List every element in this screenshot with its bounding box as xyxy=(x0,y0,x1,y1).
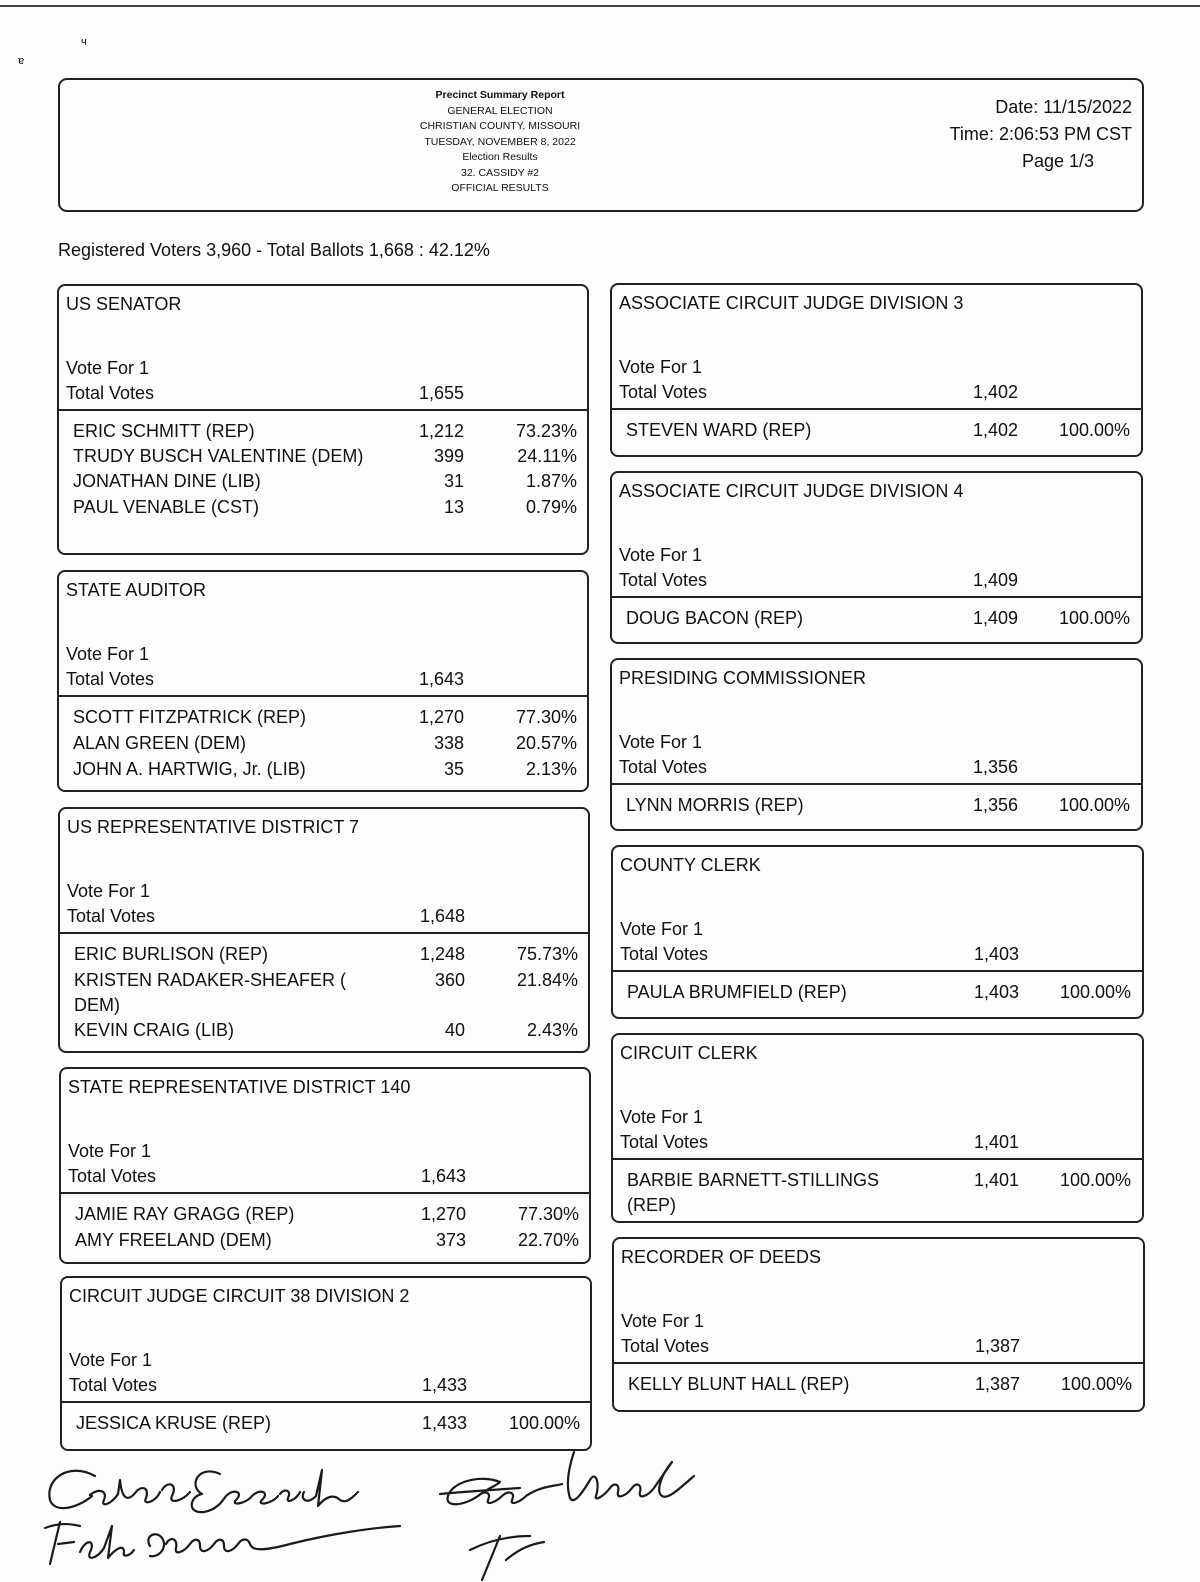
candidate-name: JONATHAN DINE (LIB) xyxy=(73,471,261,491)
total-votes-label: Total Votes xyxy=(66,669,155,689)
total-votes-label: Total Votes xyxy=(619,382,708,402)
contest-title: US SENATOR xyxy=(66,294,182,314)
candidate-name: LYNN MORRIS (REP) xyxy=(626,795,804,815)
vote-for-label: Vote For 1 xyxy=(66,358,150,378)
candidate-votes: 1,401 xyxy=(973,1170,1019,1190)
candidate-percent: 21.84% xyxy=(516,970,578,990)
total-votes-value: 1,403 xyxy=(973,944,1019,964)
candidate-name: STEVEN WARD (REP) xyxy=(626,420,812,440)
contest-title: STATE AUDITOR xyxy=(66,580,207,600)
total-votes-value: 1,387 xyxy=(974,1336,1020,1356)
candidate-row xyxy=(60,942,588,967)
total-votes-value: 1,643 xyxy=(418,669,464,689)
total-votes-label: Total Votes xyxy=(68,1166,157,1186)
signature-3 xyxy=(440,1452,694,1580)
candidate-percent: 75.73% xyxy=(516,944,578,964)
divider xyxy=(62,1401,590,1403)
county-name: CHRISTIAN COUNTY, MISSOURI xyxy=(419,120,581,132)
candidate-votes: 1,403 xyxy=(973,982,1019,1002)
vote-for-label: Vote For 1 xyxy=(67,881,151,901)
candidate-votes: 31 xyxy=(443,471,464,491)
candidate-name: ERIC BURLISON (REP) xyxy=(74,944,269,964)
contest-title: CIRCUIT CLERK xyxy=(620,1043,758,1063)
signature-2 xyxy=(45,1522,400,1564)
contest-county-clerk xyxy=(611,845,1144,1019)
candidate-name: KEVIN CRAIG (LIB) xyxy=(74,1020,235,1040)
report-date: Date: 11/15/2022 xyxy=(995,97,1132,117)
candidate-row xyxy=(60,968,588,1018)
candidate-votes: 373 xyxy=(435,1230,466,1250)
vote-for-label: Vote For 1 xyxy=(66,644,150,664)
precinct-name: 32. CASSIDY #2 xyxy=(460,166,540,179)
contest-title: STATE REPRESENTATIVE DISTRICT 140 xyxy=(68,1077,411,1097)
candidate-row xyxy=(59,469,587,494)
contest-associate-circuit-judge-division-3 xyxy=(610,283,1143,457)
candidate-votes: 1,248 xyxy=(419,944,465,964)
total-votes-value: 1,433 xyxy=(421,1375,467,1395)
total-votes-label: Total Votes xyxy=(66,383,155,403)
candidate-row xyxy=(613,980,1142,1005)
divider xyxy=(61,1192,589,1194)
candidate-name: JAMIE RAY GRAGG (REP) xyxy=(75,1204,295,1224)
candidate-votes: 40 xyxy=(444,1020,465,1040)
contest-recorder-of-deeds xyxy=(612,1237,1145,1412)
candidate-percent: 100.00% xyxy=(1059,1170,1131,1190)
candidate-percent: 100.00% xyxy=(1058,420,1130,440)
candidate-row xyxy=(59,705,587,730)
total-votes-value: 1,402 xyxy=(972,382,1018,402)
vote-for-label: Vote For 1 xyxy=(621,1311,705,1331)
total-votes-label: Total Votes xyxy=(619,757,708,777)
total-votes-value: 1,655 xyxy=(418,383,464,403)
top-border-line xyxy=(0,5,1200,7)
candidate-row xyxy=(614,1372,1143,1397)
divider xyxy=(612,408,1141,410)
candidate-row xyxy=(613,1168,1142,1218)
election-name: GENERAL ELECTION xyxy=(447,104,553,117)
candidate-name: ALAN GREEN (DEM) xyxy=(73,733,247,753)
page-number: Page 1/3 xyxy=(1021,151,1094,171)
report-title-block xyxy=(380,88,620,197)
election-date: TUESDAY, NOVEMBER 8, 2022 xyxy=(424,135,576,148)
candidate-row xyxy=(61,1228,589,1253)
candidate-votes: 1,409 xyxy=(972,608,1018,628)
total-votes-label: Total Votes xyxy=(619,570,708,590)
divider xyxy=(613,1158,1142,1160)
signatures xyxy=(0,1440,760,1582)
candidate-votes: 360 xyxy=(434,970,465,990)
candidate-name: DOUG BACON (REP) xyxy=(626,608,804,628)
divider xyxy=(612,596,1141,598)
total-votes-label: Total Votes xyxy=(621,1336,710,1356)
contest-title: PRESIDING COMMISSIONER xyxy=(619,668,867,688)
candidate-votes: 399 xyxy=(433,446,464,466)
candidate-name: PAUL VENABLE (CST) xyxy=(73,497,260,517)
contest-title: RECORDER OF DEEDS xyxy=(621,1247,822,1267)
candidate-percent: 100.00% xyxy=(1058,795,1130,815)
candidate-name: ERIC SCHMITT (REP) xyxy=(73,421,255,441)
candidate-row xyxy=(612,793,1141,818)
candidate-votes: 338 xyxy=(433,733,464,753)
total-votes-value: 1,401 xyxy=(973,1132,1019,1152)
vote-for-label: Vote For 1 xyxy=(619,545,703,565)
candidate-name: TRUDY BUSCH VALENTINE (DEM) xyxy=(73,446,364,466)
candidate-percent: 100.00% xyxy=(1058,608,1130,628)
candidate-name: JESSICA KRUSE (REP) xyxy=(76,1413,272,1433)
total-votes-label: Total Votes xyxy=(620,944,709,964)
total-votes-value: 1,409 xyxy=(972,570,1018,590)
candidate-percent: 100.00% xyxy=(1060,1374,1132,1394)
candidate-name: BARBIE BARNETT-STILLINGS (REP) xyxy=(627,1170,880,1215)
turnout-summary: Registered Voters 3,960 - Total Ballots 1,668 : 42.12% xyxy=(58,240,490,260)
divider xyxy=(60,932,588,934)
candidate-row xyxy=(59,757,587,782)
scan-mark: ч xyxy=(81,36,87,48)
candidate-name: PAULA BRUMFIELD (REP) xyxy=(627,982,847,1002)
candidate-row xyxy=(59,419,587,444)
divider xyxy=(614,1362,1143,1364)
candidate-row xyxy=(612,418,1141,443)
total-votes-value: 1,648 xyxy=(419,906,465,926)
total-votes-label: Total Votes xyxy=(620,1132,709,1152)
candidate-votes: 1,212 xyxy=(418,421,464,441)
candidate-percent: 2.13% xyxy=(525,759,577,779)
candidate-row xyxy=(59,731,587,756)
total-votes-value: 1,356 xyxy=(972,757,1018,777)
contest-title: US REPRESENTATIVE DISTRICT 7 xyxy=(67,817,360,837)
scan-mark: ɐ xyxy=(18,55,25,67)
candidate-name: KELLY BLUNT HALL (REP) xyxy=(628,1374,850,1394)
candidate-name: JOHN A. HARTWIG, Jr. (LIB) xyxy=(73,759,306,779)
divider xyxy=(613,970,1142,972)
contest-title: COUNTY CLERK xyxy=(620,855,761,875)
official-label: OFFICIAL RESULTS xyxy=(451,182,549,194)
candidate-name: AMY FREELAND (DEM) xyxy=(75,1230,272,1250)
candidate-row xyxy=(62,1411,590,1436)
divider xyxy=(59,409,587,411)
candidate-percent: 100.00% xyxy=(1059,982,1131,1002)
total-votes-label: Total Votes xyxy=(69,1375,158,1395)
total-votes-value: 1,643 xyxy=(420,1166,466,1186)
contest-state-representative-district-140 xyxy=(59,1067,591,1264)
candidate-name: SCOTT FITZPATRICK (REP) xyxy=(73,707,306,727)
report-meta xyxy=(950,94,1132,175)
contest-associate-circuit-judge-division-4 xyxy=(610,471,1143,644)
report-time: Time: 2:06:53 PM CST xyxy=(949,124,1132,144)
vote-for-label: Vote For 1 xyxy=(619,357,703,377)
candidate-percent: 22.70% xyxy=(517,1230,579,1250)
candidate-percent: 24.11% xyxy=(517,446,577,466)
candidate-percent: 77.30% xyxy=(517,1204,579,1224)
candidate-row xyxy=(612,606,1141,631)
candidate-percent: 2.43% xyxy=(526,1020,578,1040)
candidate-row xyxy=(60,1018,588,1043)
vote-for-label: Vote For 1 xyxy=(619,732,703,752)
candidate-percent: 1.87% xyxy=(525,471,577,491)
candidate-percent: 0.79% xyxy=(525,497,577,517)
contest-state-auditor xyxy=(57,570,589,792)
candidate-votes: 1,387 xyxy=(974,1374,1020,1394)
candidate-votes: 1,356 xyxy=(972,795,1018,815)
candidate-row xyxy=(59,495,587,520)
contest-us-representative-district-7 xyxy=(58,807,590,1053)
contest-title: ASSOCIATE CIRCUIT JUDGE DIVISION 4 xyxy=(619,481,964,501)
contest-circuit-judge-circuit-38-division-2 xyxy=(60,1276,592,1451)
candidate-name: KRISTEN RADAKER-SHEAFER ( DEM) xyxy=(74,970,347,1015)
vote-for-label: Vote For 1 xyxy=(68,1141,152,1161)
vote-for-label: Vote For 1 xyxy=(620,919,704,939)
contest-us-senator xyxy=(57,284,589,555)
candidate-percent: 100.00% xyxy=(508,1413,580,1433)
total-votes-label: Total Votes xyxy=(67,906,156,926)
candidate-percent: 77.30% xyxy=(515,707,577,727)
contest-presiding-commissioner xyxy=(610,658,1143,831)
vote-for-label: Vote For 1 xyxy=(620,1107,704,1127)
candidate-votes: 1,270 xyxy=(418,707,464,727)
candidate-votes: 1,433 xyxy=(421,1413,467,1433)
contest-circuit-clerk xyxy=(611,1033,1144,1223)
candidate-percent: 20.57% xyxy=(515,733,577,753)
results-label: Election Results xyxy=(462,151,538,163)
candidate-votes: 35 xyxy=(443,759,464,779)
candidate-votes: 1,402 xyxy=(972,420,1018,440)
candidate-votes: 13 xyxy=(443,497,464,517)
candidate-row xyxy=(61,1202,589,1227)
report-title: Precinct Summary Report xyxy=(435,89,565,101)
candidate-percent: 73.23% xyxy=(515,421,577,441)
signature-1 xyxy=(49,1470,358,1512)
report-header xyxy=(58,78,1144,212)
vote-for-label: Vote For 1 xyxy=(69,1350,153,1370)
divider xyxy=(59,695,587,697)
candidate-votes: 1,270 xyxy=(420,1204,466,1224)
contest-title: CIRCUIT JUDGE CIRCUIT 38 DIVISION 2 xyxy=(69,1286,410,1306)
divider xyxy=(612,783,1141,785)
contest-title: ASSOCIATE CIRCUIT JUDGE DIVISION 3 xyxy=(619,293,964,313)
